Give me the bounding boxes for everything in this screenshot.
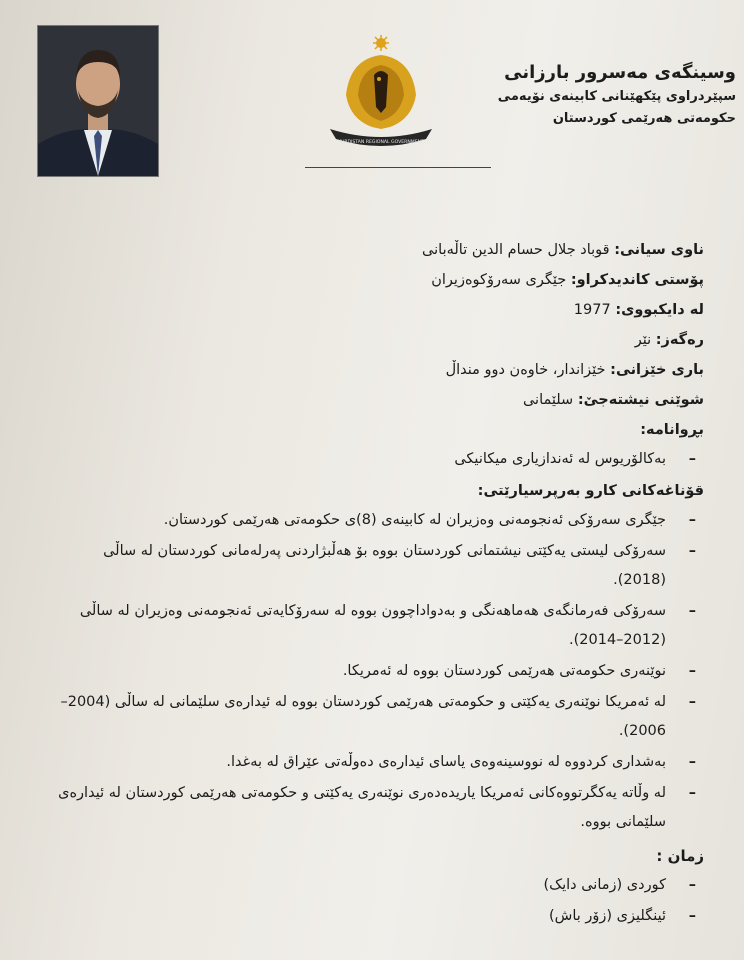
- list-item: – لە وڵاتە یەکگرتووەکانی ئەمریکا یاریدەدەری نوێنەری یەکێتی و حکومەتی هەرێمی کوردستان لە ئیدارەی سلێمانی بووە.: [54, 779, 666, 837]
- field-birth-label: لە دایکبووی:: [615, 302, 704, 318]
- career-list: [54, 506, 704, 837]
- field-residence-value: سلێمانی: [522, 392, 574, 408]
- education-title: بڕوانامە:: [640, 422, 704, 438]
- sender-name: وسینگەی مەسرور بارزانی: [504, 62, 736, 83]
- field-full-name: [54, 235, 704, 265]
- field-family: [54, 355, 704, 385]
- list-item: – بەشداری کردووە لە نووسینەوەی یاسای ئیدارەی دەوڵەتی عێراق لە بەغدا.: [54, 748, 666, 777]
- list-item: – سەرۆکی فەرمانگەی هەماهەنگی و بەدواداچوون بووە لە سەرۆکایەتی ئەنجومەنی وەزیران لە ساڵی (2012–2014).: [54, 597, 666, 655]
- languages-title: زمان :: [656, 847, 704, 865]
- list-item: – سەرۆکی لیستی یەکێتی نیشتمانی کوردستان بووە بۆ هەڵبژاردنی پەرلەمانی کوردستان لە ساڵی (2018).: [54, 537, 666, 595]
- career-title: قۆناغەکانی کارو بەرپرسیارێتی:: [477, 483, 704, 499]
- field-full-name-value: قوباد جلال حسام الدين تاڵەبانی: [422, 242, 610, 258]
- portrait-image: [38, 26, 158, 176]
- header-divider: [305, 167, 491, 168]
- sender-header: [376, 60, 736, 130]
- field-residence: [54, 385, 704, 415]
- field-position-value: جێگری سەرۆکوەزیران: [431, 272, 567, 288]
- field-position: [54, 265, 704, 295]
- education-list: [54, 445, 704, 474]
- field-position-label: پۆستی کاندیدکراو:: [570, 272, 704, 288]
- profile-photo: [37, 25, 159, 177]
- cv-content: [54, 235, 704, 933]
- sender-title-line1: سپێردراوی پێکهێنانی کابینەی نۆیەمی: [497, 89, 736, 104]
- field-family-label: باری خێزانی:: [610, 362, 704, 378]
- field-family-value: خێزاندار، خاوەن دوو منداڵ: [445, 362, 606, 378]
- languages-list: [54, 871, 704, 931]
- logo-text: KURDISTAN REGIONAL GOVERNMENT: [338, 140, 424, 145]
- sender-title-line2: حکومەتی هەرێمی کوردستان: [552, 111, 736, 126]
- field-gender-value: نێر: [634, 332, 652, 348]
- field-birth-value: 1977: [573, 302, 611, 318]
- list-item: – ئینگلیزی (زۆر باش): [54, 902, 666, 931]
- list-item: – نوێنەری حکومەتی هەرێمی کوردستان بووە لە ئەمریکا.: [54, 657, 666, 686]
- field-gender-label: رەگەز:: [655, 332, 704, 348]
- field-full-name-label: ناوی سیانی:: [614, 242, 704, 258]
- list-item: – کوردی (زمانی دایک): [54, 871, 666, 900]
- field-birth: [54, 295, 704, 325]
- list-item: – جێگری سەرۆکی ئەنجومەنی وەزیران لە کابینەی (8)ی حکومەتی هەرێمی کوردستان.: [54, 506, 666, 535]
- field-residence-label: شوێنی نیشتەجێ:: [577, 392, 704, 408]
- field-gender: [54, 325, 704, 355]
- list-item: – لە ئەمریکا نوێنەری یەکێتی و حکومەتی هەرێمی کوردستان بووە لە ئیدارەی سلێمانی لە ساڵی (2004– 2006).: [54, 688, 666, 746]
- list-item: – بەکالۆریوس لە ئەندازیاری میکانیکی: [54, 445, 666, 474]
